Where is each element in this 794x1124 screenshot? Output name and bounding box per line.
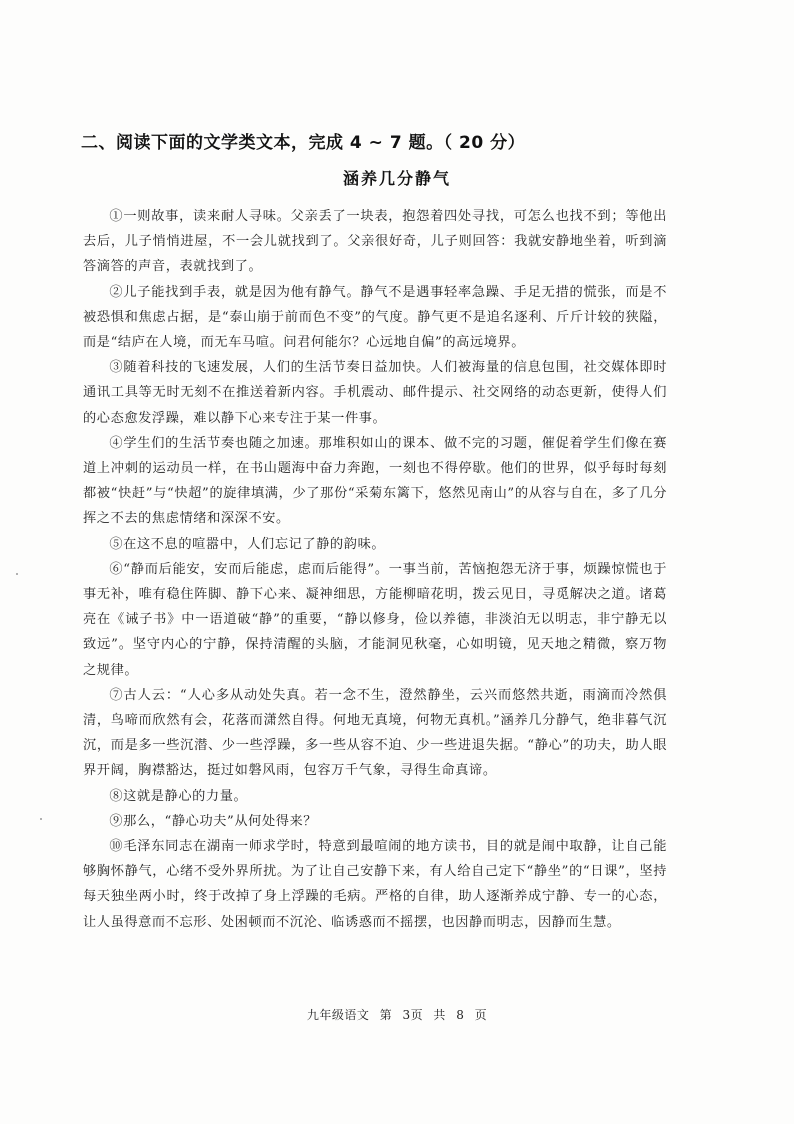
section-heading: 二、阅读下面的文学类文本，完成 4 ~ 7 题。（ 20 分）: [81, 133, 526, 153]
paragraph-3: ③随着科技的飞速发展，人们的生活节奏日益加快。人们被海量的信息包围，社交媒体即时通讯工具等无时无刻不在推送着新内容。手机震动、邮件提示、社交网络的动态更新，使得人们的心态愈发浮躁，难以静下心来专注于某一件事。: [83, 360, 667, 426]
paragraph-7: ⑦古人云：“人心多从动处失真。若一念不生，澄然静坐，云兴而悠然共逝，雨滴而冷然俱清，鸟啼而欣然有会，花落而潇然自得。何地无真境，何物无真机。”涵养几分静气，绝非暮气沉沉，而是多一些沉潜、少一些浮躁，多一些从容不迫、少一些进退失据。“静心”的功夫，助人眼界开阔，胸襟豁达，挺过如磐风雨，包容万千气象，寻得生命真谛。: [83, 687, 667, 779]
paragraph-2: ②儿子能找到手表，就是因为他有静气。静气不是遇事轻率急躁、手足无措的慌张，而是不被恐惧和焦虑占据，是“泰山崩于前而色不变”的气度。静气更不是追名逐利、斤斤计较的狭隘，而是“结庐在人境，而无车马喧。问君何能尔？心远地自偏”的高远境界。: [83, 284, 667, 351]
article-title: 涵养几分静气: [342, 169, 451, 188]
article-body: [83, 204, 667, 935]
paragraph-9: ⑨那么，“静心功夫”从何处得来？: [109, 813, 318, 829]
paragraph-6: ⑥“静而后能安，安而后能虑，虑而后能得”。一事当前，苦恼抱怨无济于事，烦躁惊慌也于事无补，唯有稳住阵脚、静下心来、凝神细思，方能柳暗花明，拨云见日，寻觅解决之道。诸葛亮在《诫子书》中一语道破“静”的重要，“静以修身，俭以养德，非淡泊无以明志，非宁静无以致远”。坚守内心的宁静，保持清醒的头脑，才能洞见秋毫，心如明镜，见天地之精微，察万物之规律。: [83, 561, 667, 678]
scan-speck: [40, 818, 42, 820]
paragraph-5: ⑤在这不息的喧嚣中，人们忘记了静的韵味。: [109, 536, 386, 552]
page-footer: 九年级语文 第 3页 共 8 页: [306, 1008, 488, 1022]
paragraph-1: ①一则故事，读来耐人寻味。父亲丢了一块表，抱怨着四处寻找，可怎么也找不到；等他出去后，儿子悄悄进屋，不一会儿就找到了。父亲很好奇，儿子则回答：我就安静地坐着，听到滴答滴答的声音，表就找到了。: [83, 209, 667, 275]
paragraph-10: ⑩毛泽东同志在湖南一师求学时，特意到最喧闹的地方读书，目的就是闹中取静，让自己能够胸怀静气，心绪不受外界所扰。为了让自己安静下来，有人给自己定下“静坐”的“日课”，坚持每天独坐两小时，终于改掉了身上浮躁的毛病。严格的自律，助人逐渐养成宁静、专一的心态，让人虽得意而不忘形、处困顿而不沉沦、临诱惑而不摇摆，也因静而明志，因静而生慧。: [83, 839, 667, 930]
paragraph-4: ④学生们的生活节奏也随之加速。那堆积如山的课本、做不完的习题，催促着学生们像在赛道上冲刺的运动员一样，在书山题海中奋力奔跑，一刻也不得停歇。他们的世界，似乎每时每刻都被“快赶”与“快超”的旋律填满，少了那份“采菊东篱下，悠然见南山”的从容与自在，多了几分挥之不去的焦虑情绪和深深不安。: [83, 435, 667, 527]
paragraph-8: ⑧这就是静心的力量。: [109, 788, 248, 804]
scan-speck: [16, 573, 18, 575]
